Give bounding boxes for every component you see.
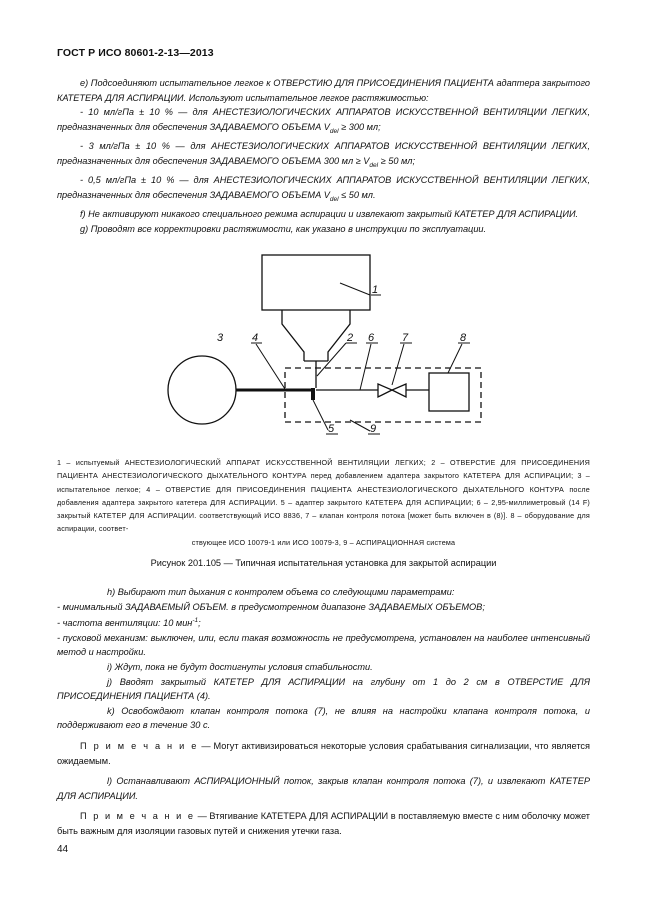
valve-left (378, 384, 392, 397)
label-8: 8 (460, 332, 467, 344)
top-text-block (57, 76, 590, 236)
item-l: l) Останавливают АСПИРАЦИОННЫЙ поток, закрыв клапан контроля потока (7), и извлекают КАТЕТЕР ДЛЯ АСПИРАЦИИ. (57, 776, 590, 801)
leader-7 (392, 344, 404, 385)
item-e: е) Подсоединяют испытательное легкое к ОТВЕРСТИЮ ДЛЯ ПРИСОЕДИНЕНИЯ ПАЦИЕНТА адаптера закрытого КАТЕТЕРА ДЛЯ АСПИРАЦИИ. Используют испытательное легкое растяжимостью: (57, 78, 590, 103)
item-h1: - минимальный ЗАДАВАЕМЫЙ ОБЪЕМ. в предусмотренном диапазоне ЗАДАВАЕМЫХ ОБЪЕМОВ; (57, 601, 485, 612)
leader-5 (313, 400, 328, 430)
compliance-3 (57, 139, 590, 173)
leader-6 (360, 344, 371, 390)
item-h2-tail: ; (198, 618, 201, 629)
leader-1 (340, 283, 370, 295)
valve-right (392, 384, 406, 397)
note-2-text: — Втягивание КАТЕТЕРА ДЛЯ АСПИРАЦИИ в поставляемую вместе с ним оболочку может быть важным для изоляции газовых путей и снижения утечки газа. (57, 811, 590, 836)
compliance-3-text: - 3 мл/гПа ± 10 % — для АНЕСТЕЗИОЛОГИЧЕСКИХ АППАРАТОВ ИСКУССТВЕННОЙ ВЕНТИЛЯЦИИ ЛЕГКИХ, предназначенных для обеспечения ЗАДАВАЕМОГО ОБЪЕМА 300 мл ≥ V (57, 141, 590, 166)
item-g: g) Проводят все корректировки растяжимости, как указано в инструкции по эксплуатации. (80, 223, 487, 234)
compliance-05-text: - 0,5 мл/гПа ± 10 % — для АНЕСТЕЗИОЛОГИЧЕСКИХ АППАРАТОВ ИСКУССТВЕННОЙ ВЕНТИЛЯЦИИ ЛЕГКИХ, предназначенных для обеспечения ЗАДАВАЕМОГО ОБЪЕМА V (57, 175, 590, 200)
figure-caption: Рисунок 201.105 — Типичная испытательная установка для закрытой аспирации (150, 558, 497, 568)
label-5: 5 (328, 423, 335, 435)
item-i: i) Ждут, пока не будут достигнуты условия стабильности. (107, 662, 373, 673)
test-lung (168, 356, 236, 424)
item-h2 (57, 614, 590, 631)
bottom-text-block (57, 585, 590, 839)
funnel-left (282, 310, 304, 361)
item-k: k) Освобождают клапан контроля потока (7), не влияя на настройки клапана контроля потока, и поддерживают его в течение 30 с. (57, 705, 590, 731)
note-1-text: — Могут активизироваться некоторые условия срабатывания сигнализации, что является ожидаемым. (57, 741, 590, 766)
label-4: 4 (252, 332, 259, 344)
compliance-10 (57, 105, 590, 139)
note-2-label: П р и м е ч а н и е (80, 811, 196, 822)
legend-last-line: ствующее ИСО 10079-1 или ИСО 10079-3, 9 – АСПИРАЦИОННАЯ система (191, 537, 456, 547)
label-1: 1 (372, 284, 379, 296)
note-1-label: П р и м е ч а н и е (80, 741, 199, 751)
page-header: ГОСТ Р ИСО 80601-2-13—2013 (57, 47, 214, 59)
note-1 (57, 739, 590, 768)
note-2 (57, 809, 590, 838)
figure-legend (57, 456, 590, 549)
label-3: 3 (217, 332, 224, 344)
item-h3: - пусковой механизм: выключен, или, если такая возможность не предусмотрена, установлен на наиболее интенсивный метод и настройки. (57, 632, 590, 658)
ventilator-box (262, 255, 370, 310)
compliance-05 (57, 173, 590, 207)
item-h2-text: - частота вентиляции: 10 мин (57, 618, 193, 629)
compliance-3-tail: ≥ 50 мл; (378, 155, 416, 166)
item-j: j) Вводят закрытый КАТЕТЕР ДЛЯ АСПИРАЦИИ на глубину от 1 до 2 см в ОТВЕРСТИЕ ДЛЯ ПРИСОЕДИНЕНИЯ ПАЦИЕНТА (4). (57, 676, 590, 702)
label-9: 9 (370, 423, 377, 435)
legend-text: 1 – испытуемый АНЕСТЕЗИОЛОГИЧЕСКИЙ АППАРАТ ИСКУССТВЕННОЙ ВЕНТИЛЯЦИИ ЛЕГКИХ; 2 – ОТВЕРСТИЕ ДЛЯ ПРИСОЕДИНЕНИЯ ПАЦИЕНТА АНЕСТЕЗИОЛОГИЧЕСКОГО ДЫХАТЕЛЬНОГО КОНТУРА перед добавлением адаптера закрытого КАТЕТЕРА ДЛЯ АСПИРАЦИИ; 3 – испытательное легкое; 4 – ОТВЕРСТИЕ ДЛЯ ПРИСОЕДИНЕНИЯ ПАЦИЕНТА АНЕСТЕЗИОЛОГИЧЕСКОГО ДЫХАТЕЛЬНОГО КОНТУРА после добавления адаптера закрытого катетера ДЛЯ АСПИРАЦИИ. 5 – адаптер закрытого КАТЕТЕРА ДЛЯ АСПИРАЦИИ; 6 – 2,95-миллиметровый (14 F) закрытый КАТЕТЕР ДЛЯ АСПИРАЦИИ. соответствующий ИСО 8836, 7 – клапан контроля потока [может быть включен в (8)]. 8 – оборудование для аспирации, соответ- (57, 458, 590, 534)
suction-equipment (429, 373, 469, 411)
compliance-10-tail: ≥ 300 мл; (338, 121, 381, 132)
label-7: 7 (402, 332, 409, 344)
test-setup-diagram (140, 248, 500, 453)
leader-4 (256, 344, 285, 389)
item-f: f) Не активируют никакого специального режима аспирации и извлекают закрытый КАТЕТЕР ДЛЯ АСПИРАЦИИ. (80, 209, 579, 220)
page-number: 44 (57, 844, 69, 855)
compliance-10-text: - 10 мл/гПа ± 10 % — для АНЕСТЕЗИОЛОГИЧЕСКИХ АППАРАТОВ ИСКУССТВЕННОЙ ВЕНТИЛЯЦИИ ЛЕГКИХ, предназначенных для обеспечения ЗАДАВАЕМОГО ОБЪЕМА V (57, 107, 590, 132)
compliance-05-tail: ≤ 50 мл. (338, 189, 376, 200)
compliance-10-sub: del (329, 127, 339, 135)
compliance-3-sub: del (369, 161, 379, 169)
label-6: 6 (368, 332, 375, 344)
label-2: 2 (347, 332, 354, 344)
compliance-05-sub: del (329, 195, 339, 203)
item-h2-sup: -1 (192, 617, 199, 625)
item-h: h) Выбирают тип дыхания с контролем объема со следующими параметрами: (107, 587, 455, 597)
